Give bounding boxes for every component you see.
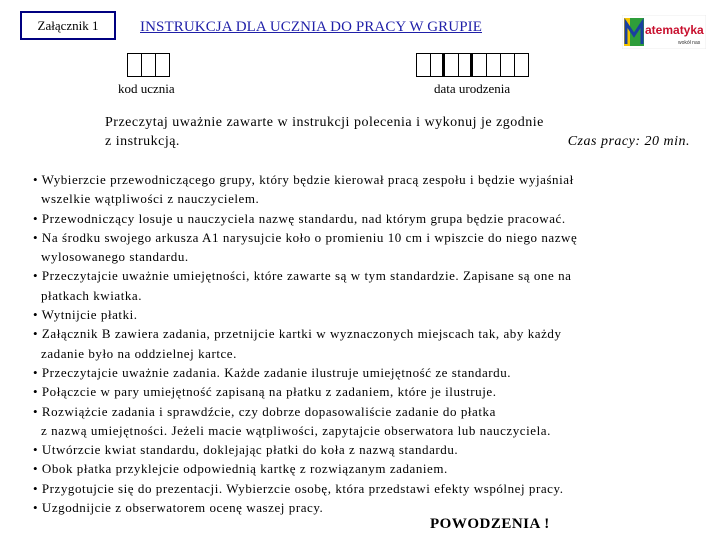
list-item-continuation: płatkach kwiatka. bbox=[41, 287, 143, 303]
code-box[interactable] bbox=[155, 53, 170, 77]
list-item bbox=[33, 170, 693, 209]
list-item-text: • Przeczytajcie uważnie umiejętności, które zawarte są w tym standardzie. Zapisane są one na bbox=[33, 268, 572, 284]
work-time: Czas pracy: 20 min. bbox=[567, 134, 690, 149]
annex-label: Załącznik 1 bbox=[20, 11, 116, 40]
code-box[interactable] bbox=[127, 53, 142, 77]
logo-subtext: wokół nas bbox=[678, 40, 701, 46]
date-box[interactable] bbox=[444, 53, 459, 77]
date-box[interactable] bbox=[416, 53, 431, 77]
list-item-text: • Załącznik B zawiera zadania, przetnijcie kartki w wyznaczonych miejscach tak, aby każdy bbox=[33, 326, 562, 342]
list-item-continuation: wylosowanego standardu. bbox=[41, 249, 189, 265]
list-item bbox=[33, 209, 693, 228]
logo-matematyka bbox=[622, 15, 706, 49]
birth-date-label: data urodzenia bbox=[434, 81, 511, 96]
student-code-boxes[interactable] bbox=[127, 53, 170, 77]
instruction-list bbox=[33, 170, 693, 517]
list-item-text: • Na środku swojego arkusza A1 narysujcie koło o promieniu 10 cm i wpiszcie do niego nazwę bbox=[33, 229, 578, 245]
list-item bbox=[33, 459, 693, 478]
list-item-continuation: wszelkie wątpliwości z nauczycielem. bbox=[41, 191, 260, 207]
list-item-text: • Wybierzcie przewodniczącego grupy, który będzie kierował pracą zespołu i będzie wyjaśniał bbox=[33, 172, 574, 187]
date-box[interactable] bbox=[500, 53, 515, 77]
birth-date-boxes[interactable] bbox=[416, 53, 529, 77]
intro-line-2: z instrukcją. bbox=[105, 134, 180, 149]
list-item bbox=[33, 363, 693, 382]
closing-message: POWODZENIA ! bbox=[430, 516, 550, 532]
intro-line-1: Przeczytaj uważnie zawarte w instrukcji polecenia i wykonuj je zgodnie bbox=[105, 115, 544, 130]
date-box[interactable] bbox=[486, 53, 501, 77]
date-box[interactable] bbox=[514, 53, 529, 77]
date-box[interactable] bbox=[458, 53, 473, 77]
code-box[interactable] bbox=[141, 53, 156, 77]
list-item-text: • Utwórzcie kwiat standardu, doklejając płatki do koła z nazwą standardu. bbox=[33, 442, 459, 458]
list-item-text: • Rozwiążcie zadania i sprawdźcie, czy dobrze dopasowaliście zadanie do płatka bbox=[33, 403, 496, 419]
list-item bbox=[33, 440, 693, 459]
page-title: INSTRUKCJA DLA UCZNIA DO PRACY W GRUPIE bbox=[140, 19, 482, 35]
date-box[interactable] bbox=[472, 53, 487, 77]
list-item bbox=[33, 305, 693, 324]
list-item-text: • Obok płatka przyklejcie odpowiednią kartkę z rozwiązanym zadaniem. bbox=[33, 461, 448, 477]
list-item-text: • Przewodniczący losuje u nauczyciela nazwę standardu, nad którym grupa będzie pracować. bbox=[33, 210, 566, 226]
list-item bbox=[33, 382, 693, 401]
list-item-text: • Połączcie w pary umiejętność zapisaną na płatku z zadaniem, które je ilustruje. bbox=[33, 384, 497, 400]
list-item bbox=[33, 479, 693, 498]
list-item-text: • Uzgodnijcie z obserwatorem ocenę waszej pracy. bbox=[33, 500, 324, 516]
list-item bbox=[33, 402, 693, 441]
date-box[interactable] bbox=[430, 53, 445, 77]
list-item bbox=[33, 324, 693, 363]
logo-text: atematyka bbox=[645, 23, 704, 37]
list-item-continuation: z nazwą umiejętności. Jeżeli macie wątpliwości, zapytajcie obserwatora lub nauczyciela. bbox=[41, 422, 551, 438]
list-item bbox=[33, 266, 693, 305]
list-item-continuation: zadanie było na oddzielnej kartce. bbox=[41, 345, 237, 361]
list-item bbox=[33, 498, 693, 517]
student-code-label: kod ucznia bbox=[118, 81, 175, 96]
list-item-text: • Przygotujcie się do prezentacji. Wybierzcie osobę, która przedstawi efekty wspólnej pracy. bbox=[33, 480, 564, 496]
list-item bbox=[33, 228, 693, 267]
list-item-text: • Przeczytajcie uważnie zadania. Każde zadanie ilustruje umiejętność ze standardu. bbox=[33, 364, 512, 380]
intro-text bbox=[105, 113, 690, 151]
list-item-text: • Wytnijcie płatki. bbox=[33, 307, 138, 323]
